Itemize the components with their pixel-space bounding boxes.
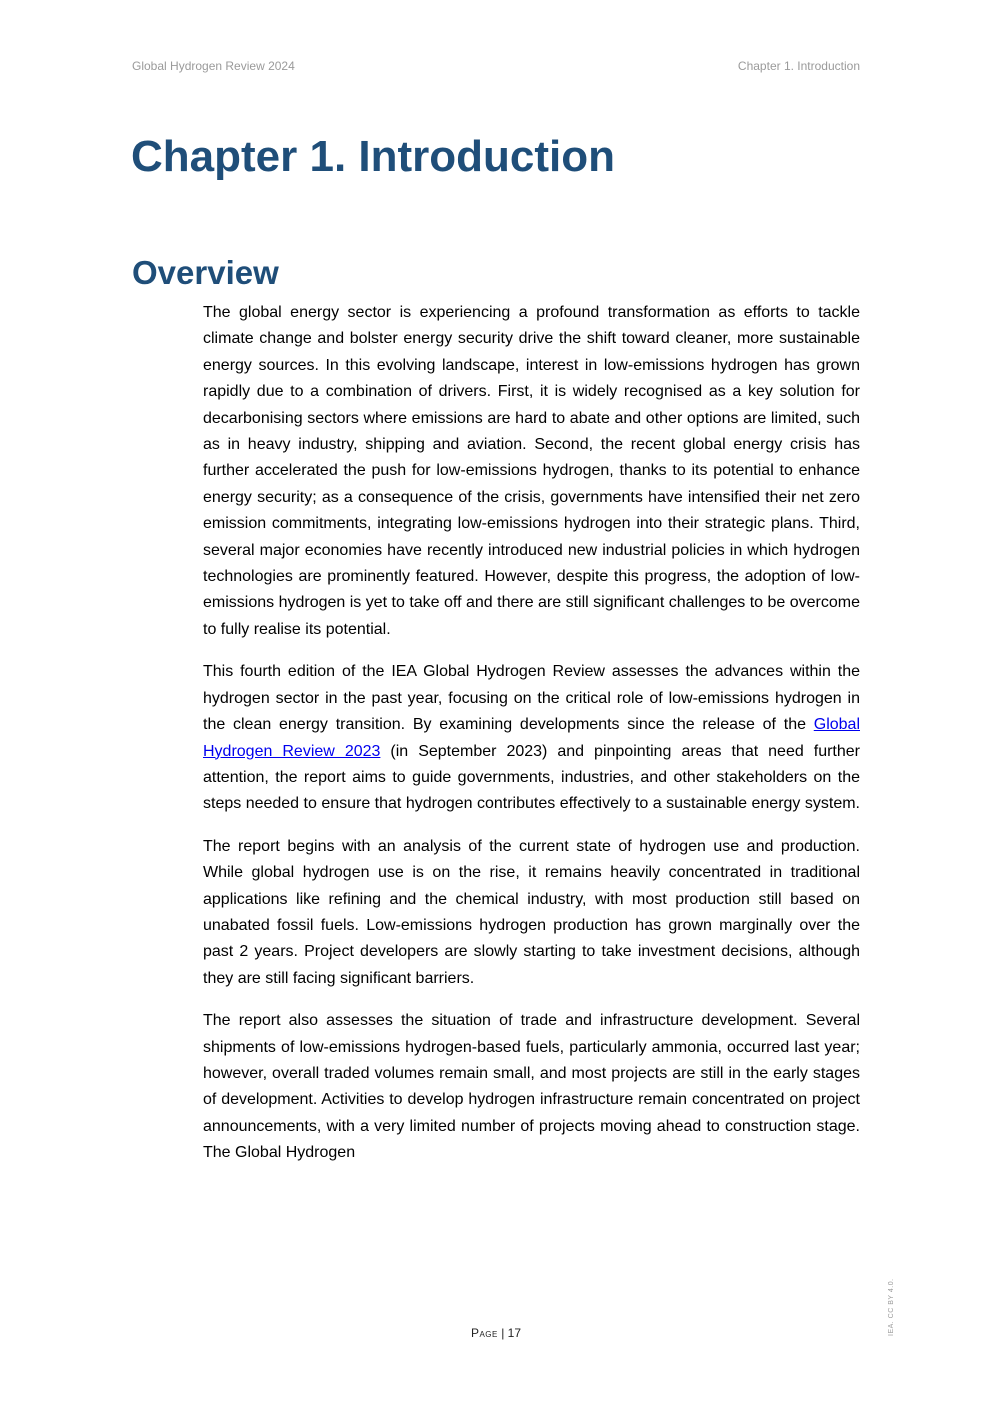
paragraph-4: The report also assesses the situation of trade and infrastructure development. Several shipments of low-emissions hydrogen-based fuels, particularly ammonia, occurred last year; however, overall traded volumes remain small, and most projects are still in the early stages of development. Activities to develop hydrogen infrastructure remain concentrated on project announcements, with a very limited number of projects moving ahead to construction stage. The Global Hydrogen [203,1012,860,1162]
paragraph-2 [203,659,860,817]
global-hydrogen-review-2023-link[interactable]: Global Hydrogen Review 2023 [203,716,860,760]
section-title-overview: Overview [132,254,279,291]
header-document-title: Global Hydrogen Review 2024 [132,59,295,73]
page-label: Page [470,1326,498,1340]
page-number: 17 [507,1326,522,1340]
paragraph-2-text-end: (in September 2023) and pinpointing areas that need further attention, the report aims to guide governments, industries, and other stakeholders on the steps needed to ensure that hydrogen contributes effectively to a sustainable energy system. [203,742,860,813]
license-notice: IEA. CC BY 4.0. [888,1278,895,1336]
chapter-title: Chapter 1. Introduction [131,132,615,181]
running-header [132,59,860,75]
paragraph-3: The report begins with an analysis of the current state of hydrogen use and production. While global hydrogen use is on the rise, it remains heavily concentrated in traditional applications like refining and the chemical industry, with most production still based on unabated fossil fuels. Low-emissions hydrogen production has grown marginally over the past 2 years. Project developers are slowly starting to take investment decisions, although they are still facing significant barriers. [203,837,860,987]
paragraph-1: The global energy sector is experiencing a profound transformation as efforts to tackle climate change and bolster energy security drive the shift toward cleaner, more sustainable energy sources. In this evolving landscape, interest in low-emissions hydrogen has grown rapidly due to a combination of drivers. First, it is widely recognised as a key solution for decarbonising sectors where emissions are hard to abate and other options are limited, such as in heavy industry, shipping and aviation. Second, the recent global energy crisis has further accelerated the push for low-emissions hydrogen, thanks to its potential to enhance energy security; as a consequence of the crisis, governments have intensified their net zero emission commitments, integrating low-emissions hydrogen into their strategic plans. Third, several major economies have recently introduced new industrial policies in which hydrogen technologies are prominently featured. However, despite this progress, the adoption of low-emissions hydrogen is yet to take off and there are still significant challenges to be overcome to fully realise its potential. [203,304,860,638]
paragraph-2-text-start: This fourth edition of the IEA Global Hydrogen Review assesses the advances within the hydrogen sector in the past year, focusing on the critical role of low-emissions hydrogen in the clean energy transition. By examining developments since the release of the [203,663,860,734]
page-separator: | [497,1326,508,1340]
page-footer [0,1326,992,1340]
body-text [203,300,860,1166]
header-chapter-title: Chapter 1. Introduction [737,59,860,73]
